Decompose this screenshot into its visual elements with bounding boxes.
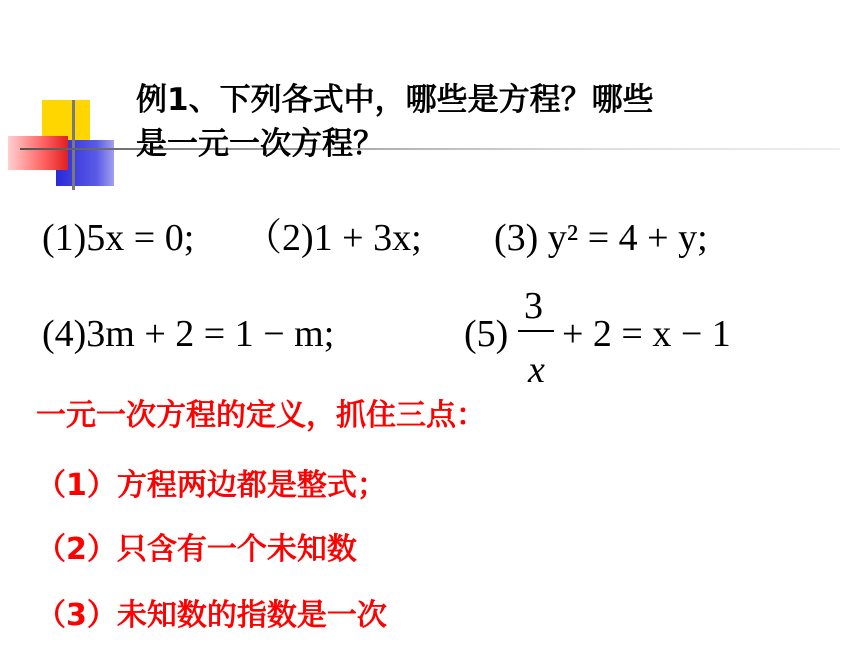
- equation-5-numerator: 3: [524, 285, 543, 327]
- equation-5-rest: + 2 = x − 1: [562, 313, 731, 355]
- title-line-1: 例1、下列各式中，哪些是方程？哪些: [136, 82, 654, 118]
- equation-5-fraction-bar: [518, 330, 554, 332]
- equation-5-label: (5): [464, 313, 509, 355]
- slide-title: [136, 78, 796, 166]
- definition-point-2: （2）只含有一个未知数: [36, 532, 357, 567]
- decor-vertical-line: [72, 100, 75, 190]
- equation-2: （2)1 + 3x;: [244, 217, 422, 259]
- definition-point-1: （1）方程两边都是整式；: [36, 468, 387, 503]
- equation-1: (1)5x = 0;: [42, 217, 195, 259]
- decor-red-bar: [8, 136, 68, 170]
- equation-4: (4)3m + 2 = 1 − m;: [42, 313, 335, 355]
- title-line-2: 是一元一次方程？: [136, 126, 384, 162]
- equation-3: (3) y² = 4 + y;: [494, 217, 708, 259]
- definition-heading: 一元一次方程的定义，抓住三点：: [36, 398, 486, 433]
- equation-5-denominator: x: [528, 349, 545, 391]
- definition-point-3: （3）未知数的指数是一次: [36, 598, 387, 633]
